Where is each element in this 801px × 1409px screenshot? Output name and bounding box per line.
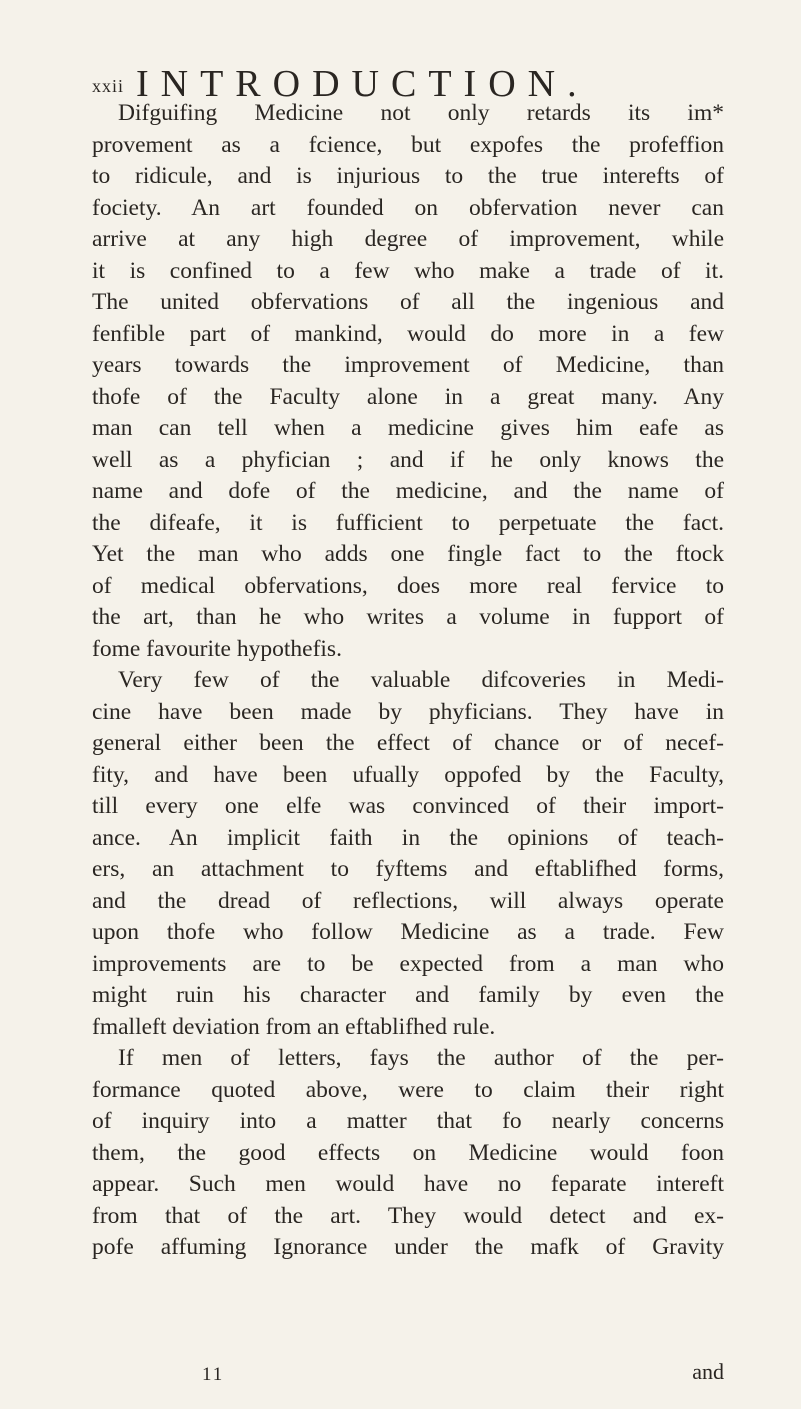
text-line: it is confined to a few who make a trade of it. [92, 257, 724, 284]
text-line: thofe of the Faculty alone in a great many. Any [92, 383, 724, 410]
text-line: ers, an attachment to fyftems and eftablifhed forms, [92, 856, 724, 882]
text-line: the art, than he who writes a volume in fupport of [92, 604, 724, 630]
text-line: till every one elfe was convinced of their import- [92, 793, 724, 819]
running-title: INTRODUCTION. [136, 63, 589, 105]
signature-mark: 11 [202, 1364, 225, 1385]
text-line: provement as a fcience, but expofes the profeffion [92, 131, 724, 158]
text-line: of medical obfervations, does more real fervice to [92, 572, 724, 599]
text-line: of inquiry into a matter that fo nearly concerns [92, 1108, 724, 1134]
text-line: ance. An implicit faith in the opinions of teach- [92, 824, 724, 851]
text-line: fenfible part of mankind, would do more in a few [92, 320, 724, 347]
text-line: appear. Such men would have no feparate intereft [92, 1171, 724, 1197]
text-line: fome favourite hypothefis. [92, 635, 342, 662]
text-line: fociety. An art founded on obfervation never can [92, 194, 724, 221]
text-line: might ruin his character and family by even the [92, 982, 724, 1008]
text-line: name and dofe of the medicine, and the name of [92, 478, 724, 504]
text-line: general either been the effect of chance or of necef- [92, 730, 724, 756]
text-line: If men of letters, fays the author of the per- [118, 1045, 724, 1071]
text-line: from that of the art. They would detect and ex- [92, 1202, 724, 1229]
text-line: improvements are to be expected from a man who [92, 950, 724, 977]
text-line: Very few of the valuable difcoveries in Medi- [118, 667, 724, 693]
text-line: fmalleft deviation from an eftablifhed rule. [92, 1013, 496, 1040]
text-line: well as a phyfician ; and if he only knows the [92, 446, 724, 473]
body-text [92, 98, 724, 1264]
text-line: man can tell when a medicine gives him eafe as [92, 415, 724, 441]
text-line: Yet the man who adds one fingle fact to the ftock [92, 541, 724, 567]
text-line: The united obfervations of all the ingenious and [92, 289, 724, 315]
text-line: upon thofe who follow Medicine as a trade. Few [92, 919, 724, 945]
text-line: Difguifing Medicine not only retards its im* [118, 100, 724, 126]
catchword: and [692, 1359, 724, 1384]
page-footer [92, 1359, 724, 1399]
text-line: fity, and have been ufually oppofed by the Faculty, [92, 761, 724, 788]
text-line: pofe affuming Ignorance under the mafk of Gravity [92, 1234, 724, 1260]
text-line: to ridicule, and is injurious to the true interefts of [92, 163, 724, 189]
text-line: arrive at any high degree of improvement, while [92, 226, 724, 252]
page-number: xxii [92, 76, 125, 96]
text-line: them, the good effects on Medicine would foon [92, 1139, 724, 1166]
text-line: and the dread of reflections, will always operate [92, 887, 724, 914]
text-line: formance quoted above, were to claim their right [92, 1076, 724, 1103]
text-line: years towards the improvement of Medicine, than [92, 352, 724, 378]
text-line: cine have been made by phyficians. They have in [92, 698, 724, 725]
text-line: the difeafe, it is fufficient to perpetuate the fact. [92, 509, 724, 536]
